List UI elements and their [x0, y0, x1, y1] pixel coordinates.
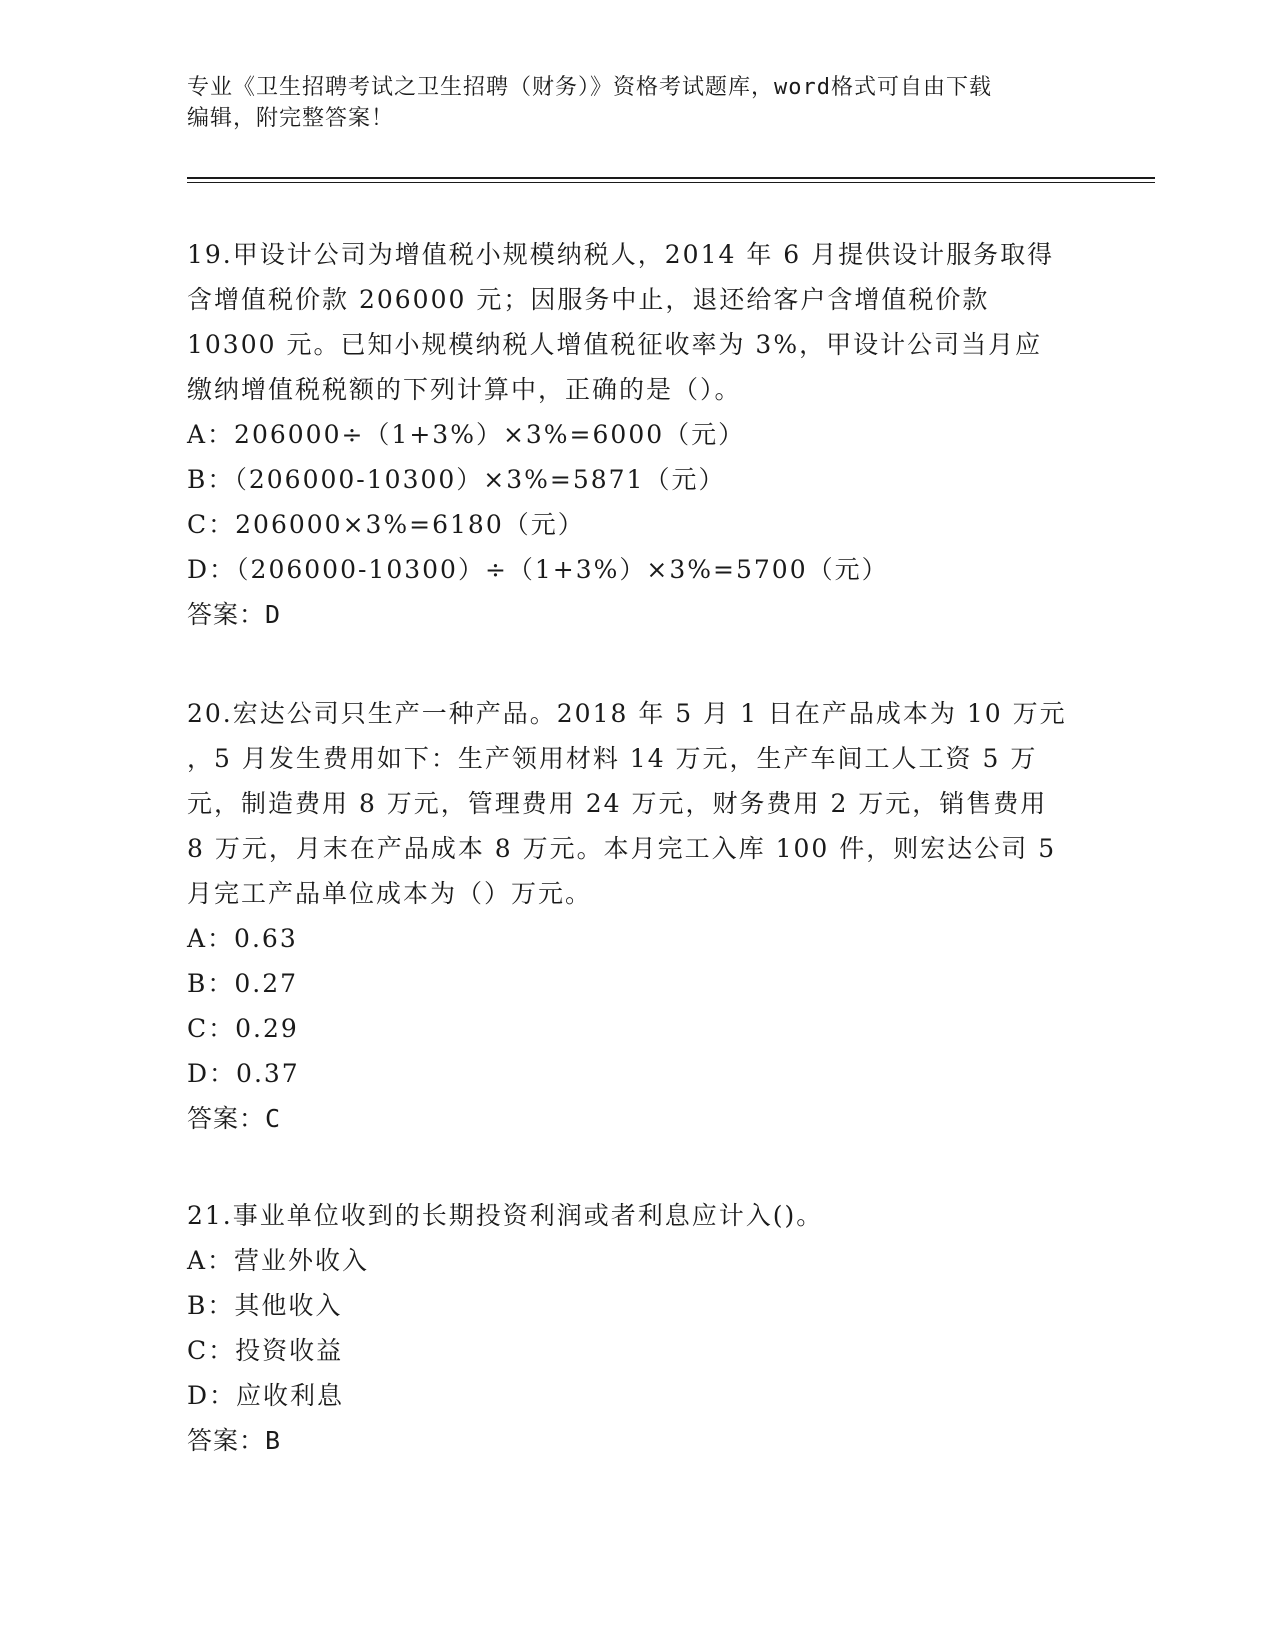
option-d: D：应收利息 — [187, 1381, 345, 1410]
option-a: A：206000÷（1+3%）×3%=6000（元） — [187, 420, 746, 449]
question-20 — [187, 691, 1087, 1141]
answer-line: 答案：B — [187, 1426, 282, 1455]
option-d: D：0.37 — [187, 1059, 300, 1088]
question-19 — [187, 232, 1087, 637]
stem-line: 8 万元，月末在产品成本 8 万元。本月完工入库 100 件，则宏达公司 5 — [187, 834, 1057, 863]
option-a: A：0.63 — [187, 924, 298, 953]
option-a: A：营业外收入 — [187, 1246, 370, 1275]
option-c: C：投资收益 — [187, 1336, 344, 1365]
question-stem — [187, 232, 1087, 412]
header-line-2: 编辑，附完整答案！ — [187, 106, 395, 131]
stem-line: 19.甲设计公司为增值税小规模纳税人，2014 年 6 月提供设计服务取得 — [187, 240, 1055, 269]
question-stem — [187, 1193, 1087, 1238]
option-b: B：（206000-10300）×3%=5871（元） — [187, 465, 726, 494]
stem-line: 缴纳增值税税额的下列计算中，正确的是（）。 — [187, 375, 742, 404]
header-divider-thick — [187, 177, 1155, 179]
option-b: B：0.27 — [187, 969, 299, 998]
option-c: C：206000×3%=6180（元） — [187, 510, 585, 539]
document-header — [187, 72, 1087, 134]
stem-line: 20.宏达公司只生产一种产品。2018 年 5 月 1 日在产品成本为 10 万元 — [187, 699, 1067, 728]
stem-line: 21.事业单位收到的长期投资利润或者利息应计入()。 — [187, 1201, 824, 1230]
stem-line: 含增值税价款 206000 元；因服务中止，退还给客户含增值税价款 — [187, 285, 990, 314]
option-c: C：0.29 — [187, 1014, 299, 1043]
stem-line: 10300 元。已知小规模纳税人增值税征收率为 3%，甲设计公司当月应 — [187, 330, 1043, 359]
stem-line: ，5 月发生费用如下：生产领用材料 14 万元，生产车间工人工资 5 万 — [187, 744, 1038, 773]
answer-line: 答案：C — [187, 1104, 282, 1133]
option-d: D：（206000-10300）÷（1+3%）×3%=5700（元） — [187, 555, 889, 584]
question-21 — [187, 1193, 1087, 1463]
answer-line: 答案：D — [187, 600, 282, 629]
stem-line: 元，制造费用 8 万元，管理费用 24 万元，财务费用 2 万元，销售费用 — [187, 789, 1048, 818]
header-line-1: 专业《卫生招聘考试之卫生招聘（财务）》资格考试题库，word格式可自由下载 — [187, 75, 992, 100]
stem-line: 月完工产品单位成本为（）万元。 — [187, 879, 593, 908]
question-stem — [187, 691, 1087, 916]
header-divider-thin — [187, 182, 1155, 183]
option-b: B：其他收入 — [187, 1291, 343, 1320]
